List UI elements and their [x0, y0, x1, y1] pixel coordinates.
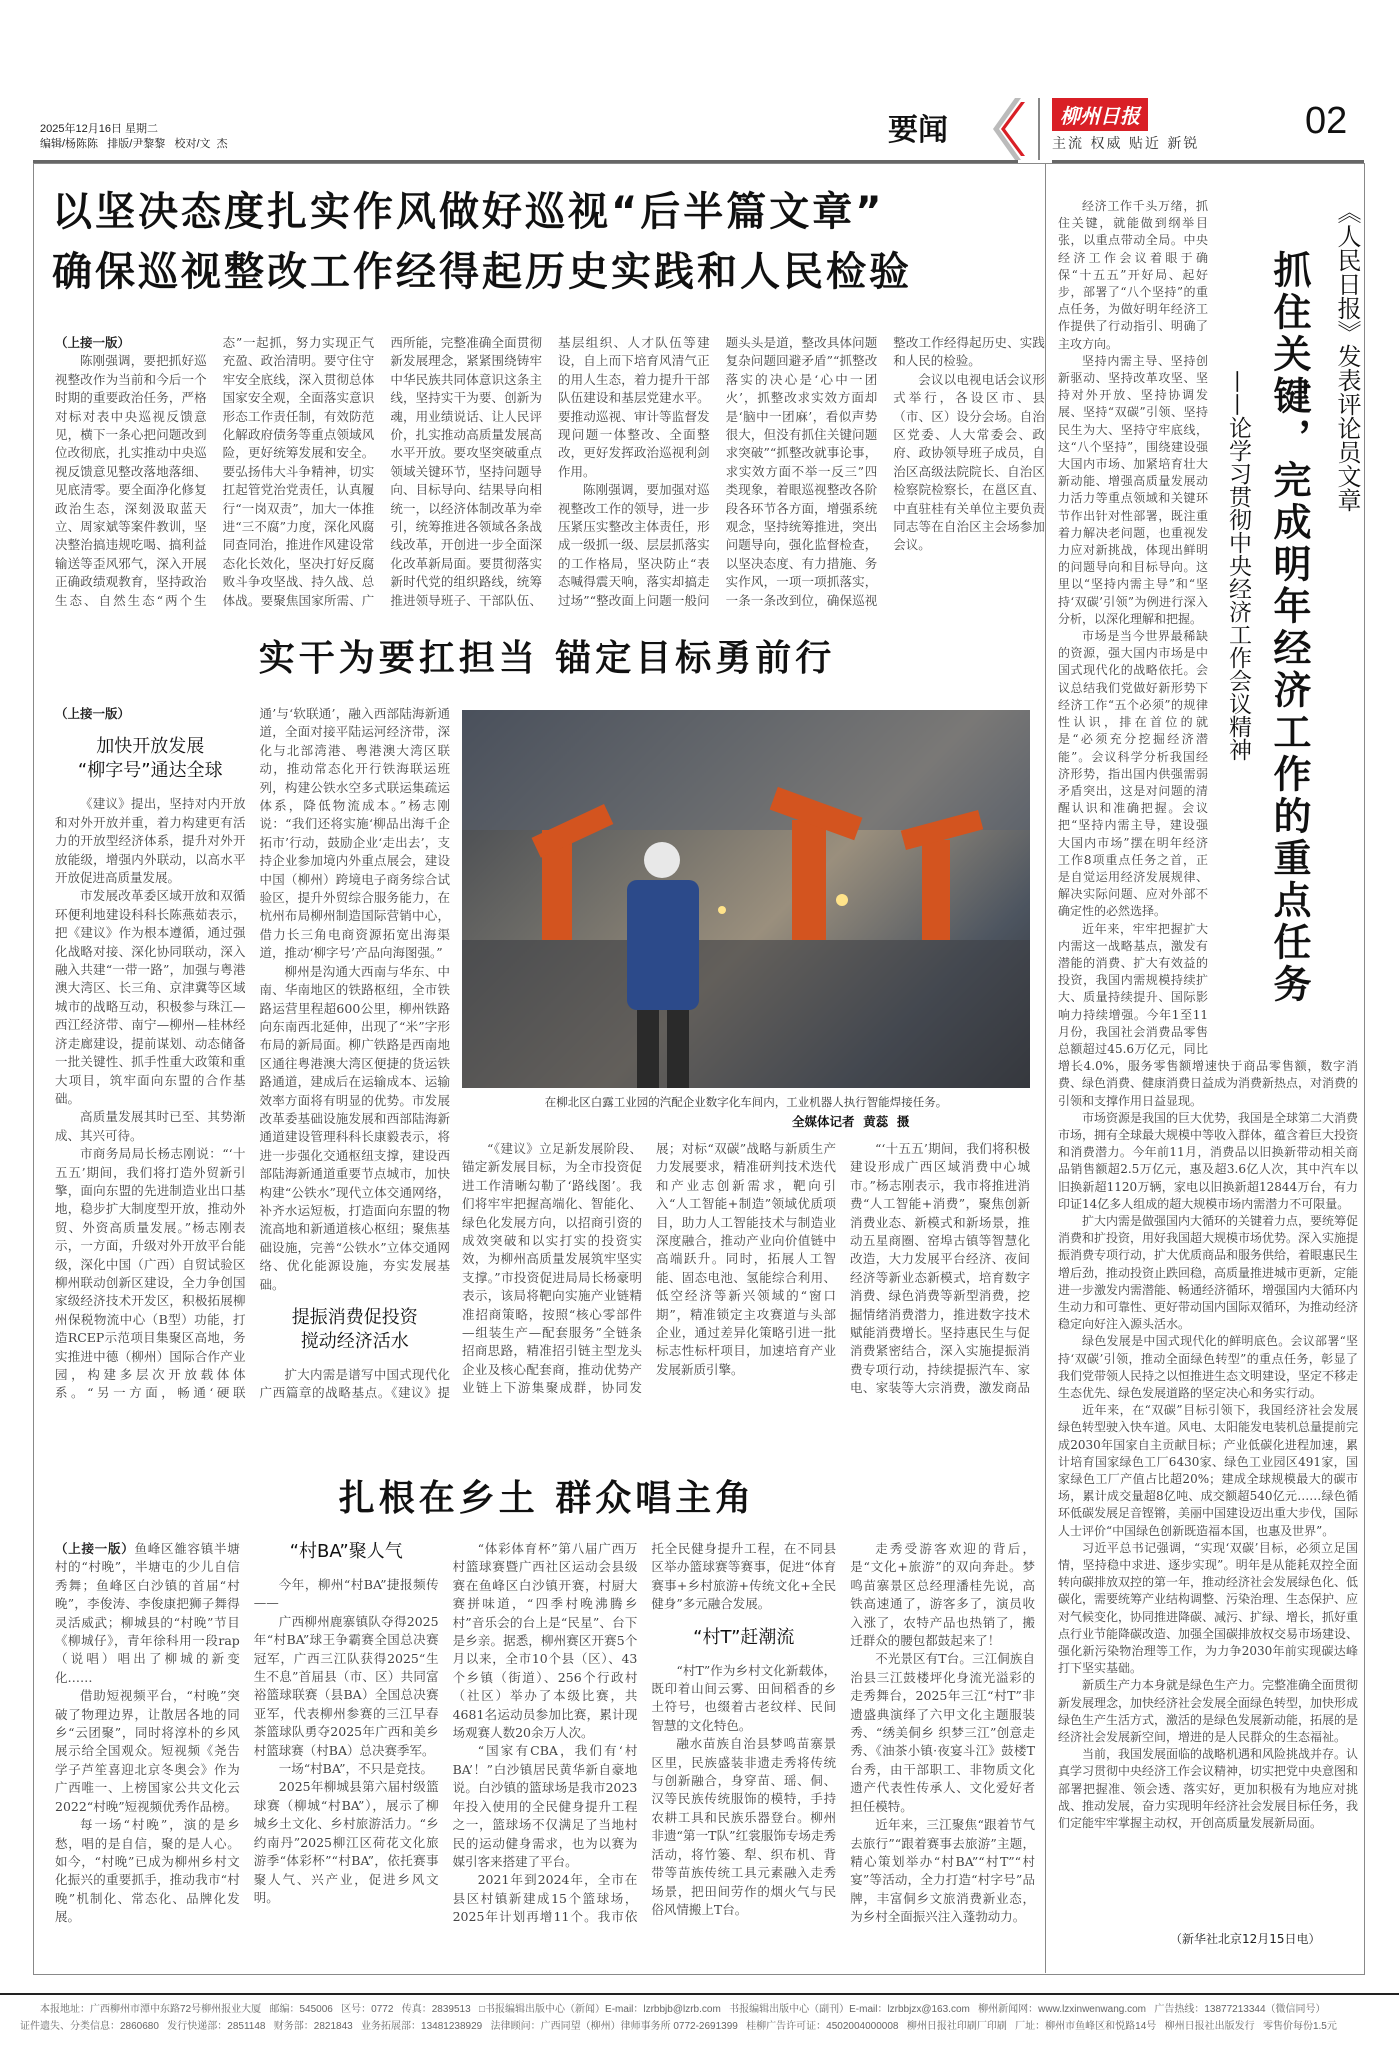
article2-paragraph: 高质量发展其时已至、其势渐成、其兴可待。 [55, 1109, 246, 1143]
photo-caption: 在柳北区白露工业园的汽配企业数字化车间内，工业机器人执行智能焊接任务。 [544, 1095, 948, 1109]
article2-paragraph: “《建议》立足新发展阶段、锚定新发展目标，为全市投资促进工作清晰勾勒了‘路线图’。我们将牢牢把握高端化、智能化、绿色化发展方向，以招商引资的成效突破和以实打实的投资实效，为柳州高质量发展筑牢坚实支撑。”市投资促进局局长杨豪明表示，该局将靶向实施产业链精准招商策略，按照“核心零部件—组装生产—配套服务”全链条招商思路，精准招引链主型龙头企业及核心配套商，推动优势产业链上下游集聚成群，协同发展；对标“双碳”战略与新质生产力发展要求，精准研判技术迭代和产业志创新需求，靶向引入“人工智能+制造”领域优质项目，助力人工智能技术与制造业深度融合，推动产业向价值链中高端跃升。同时，拓展人工智能、固态电池、氢能综合利用、低空经济等新兴领域的“窗口期”，精准锁定主攻赛道与头部企业，通过差异化策略引进一批标志性标杆项目，加速培育产业发展新质引擎。 [462, 1141, 836, 1396]
article3-title: 扎根在乡土 群众唱主角 [338, 1478, 756, 1519]
section-name: 要闻 [888, 113, 948, 148]
article3-subheading-2: “村T”赶潮流 [693, 1626, 795, 1648]
article2-paragraph: 柳州是沟通大西南与华东、中南、华南地区的铁路枢纽，全市铁路运营里程超600公里，柳州铁路向东南西北延伸，出现了“米”字形布局的新局面。柳广铁路是西南地区通往粤港澳大湾区便捷的货运铁路通道，建成后在运输成本、运输效率方面将有明显的优势。市发展改革委基础设施发展和西部陆海新通道建设管理科科长康毅表示，将进一步强化交通枢纽支撑，建设西部陆海新通道重要节点城市，加快构建“公铁水”现代立体交通网络，补齐水运短板，打造面向东盟的物流高地和新通道核心枢纽；聚焦基础设施，完善“公铁水”立体交通网络、优化能源设施，夯实发展基础。 [259, 963, 450, 1292]
masthead-divider [1038, 98, 1040, 160]
article3-paragraph: “体彩体育杯”第八届广西万村篮球赛暨广西社区运动会县级赛在鱼峰区白沙镇开赛，村厨大赛拼味道，“四季村晚沸腾乡村”音乐会的台上是“民星”、台下是乡亲。据悉，柳州赛区开赛5个月以来，全市10个县（区）、43个乡镇（街道）、256个行政村（社区）举办了本级比赛，共4681名运动员参加比赛，累计现场观赛人数20余万人次。 [452, 1541, 638, 1741]
article3-paragraph: 2025年柳城县第六届村级篮球赛（柳城“村BA”），展示了柳城乡土文化、乡村旅游活力。“乡约南丹”2025柳江区荷花文化旅游季“体彩杯”“村BA”，依托赛事聚人气、兴产业，促进乡风文明。 [253, 1779, 439, 1905]
news-photo-robot-welding [462, 710, 1030, 1088]
article3-paragraph: 借助短视频平台，“村晚”突破了物理边界，让散居各地的同乡“云团聚”，同时将淳朴的乡风展示给全国观众。短视频《尧告学子芦笙喜迎北京冬奥会》作为广西唯一、上榜国家公共文化云2022“村晚”短视频优秀作品榜。 [55, 1688, 240, 1814]
commentary-dateline: （新华社北京12月15日电） [1170, 1932, 1321, 1946]
chevron-left-icon [985, 98, 1025, 160]
commentary-paragraph: 扩大内需是做强国内大循环的关键着力点，要统筹促消费和扩投资，用好我国超大规模市场优势。深入实施提振消费专项行动，扩大优质商品和服务供给，着眼惠民生增后劲，推动投资止跌回稳，高质量推进城市更新，定能进一步激发内需潜能、畅通经济循环，增强国内大循环内生动力和可靠性、更好带动国内国际双循环，为推动经济稳定向好注入源头活水。 [1058, 1213, 1358, 1332]
article2-body-left [55, 705, 450, 1405]
article3-subheading-1: “村BA”聚人气 [289, 1541, 403, 1562]
article3-paragraph: 每一场“村晚”，演的是乡愁，唱的是自信，聚的是人心。如今，“村晚”已成为柳州乡村文化振兴的重要抓手，推动我市“村晚”机制化、常态化、品牌化发展。 [55, 1817, 240, 1925]
commentary-subtitle: ——论学习贯彻中央经济工作会议精神 [1225, 370, 1251, 761]
article3-paragraph: 今年，柳州“村BA”捷报频传—— [253, 1577, 439, 1611]
article3-body [55, 1540, 1035, 1940]
commentary-paragraph: 坚持内需主导、坚持创新驱动、坚持改革攻坚、坚持对外开放、坚持协调发展、坚持“双碳”引领、坚持民生为大、坚持守牢底线，这“八个坚持”，围绕建设强大国内市场、加紧培育壮大新动能、增强高质量发展动力活力等重点领域和关键环节作出针对性部署，既注重着力解决老问题，也重视发力应对新挑战，体现出鲜明的问题导向和目标导向。这里以“坚持内需主导”和“坚持‘双碳’引领”为例进行深入分析，以深化理解和把握。 [1058, 353, 1208, 626]
article1-paragraph: 陈刚强调，要加强对巡视整改工作的领导，进一步压紧压实整改主体责任，形成一级抓一级、层层抓落实的工作格局，坚决防止“表态喊得震天响，落实却搞走过场”“整改面上问题一般问题头头是道，整改具体问题复杂问题回避矛盾”“抓整改落实的决心是‘心中一团火’，抓整改求实效方面却是‘脑中一团麻’，看似声势很大，但没有抓住关键问题求突破”“抓整改就事论事，求实效方面不举一反三”四类现象，着眼巡视整改各阶段各环节各方面，增强系统观念，坚持统筹推进，突出问题导向，强化监督检查，以坚决态度、有力措施、务实作风，一项一项抓落实，一条一条改到位，确保巡视整改工作经得起历史、实践和人民的检验。 [557, 335, 1045, 608]
article1-title-line1: 以坚决态度扎实作风做好巡视“后半篇文章” [52, 189, 885, 235]
article2-paragraph: 扩大内需是谱写中国式现代化广西篇章的战略基点。《建议》提 [259, 1367, 450, 1401]
commentary-paragraph: 近年来，牢牢把握扩大内需这一战略基点，激发有潜能的消费、扩大有效益的投资，我国内需规模持续扩大、质量持续提升、国际影响力持续增强。今年1至11月份，我国社会消费品零售总额超过45.6万亿元，同比增长4.0%，服务零售额增速快于商品零售额，数字消费、绿色消费、健康消费日益成为消费新热点，对消费的引领和支撑作用日益显现。 [1058, 921, 1358, 1108]
article3-paragraph: “国家有CBA，我们有‘村BA’！”白沙镇居民黄华新自豪地说。白沙镇的篮球场是我市2023年投入使用的全民健身提升工程之一，篮球场不仅满足了当地村民的运动健身需求，也为以赛为媒引客来搭建了平台。 [452, 1743, 638, 1869]
article3-paragraph: 广西柳州鹿寨镇队夺得2025年“村BA”球王争霸赛全国总决赛冠军，广西三江队获得2025“生生不息”首届县（市、区）共同富裕篮球联赛（县BA）全国总决赛亚军，代表柳州参赛的三江早春茶篮球队勇夺2025年广西和美乡村篮球赛（村BA）总决赛季军。 [253, 1613, 439, 1758]
article2-lead: （上接一版） [55, 706, 131, 721]
column-divider [1045, 163, 1046, 1973]
commentary-title-area [1208, 198, 1358, 1053]
photo-credit: 全媒体记者 黄蕊 摄 [792, 1114, 910, 1129]
article2-paragraph: 市商务局局长杨志刚说：“‘十五五’期间，我们将打造外贸新引擎，面向东盟的先进制造业出口基地，稳步扩大制度型开放，推动外贸、外资高质量发展。”杨志刚表示，一方面，升级对外开放平台能级，深化中国（广西）自贸试验区柳州联动创新区建设，全力争创国家级经济技术开发区，积极拓展柳州保税物流中心（B型）功能，打造RCEP示范项目集聚区高地，务实推进中德（柳州）国际合作产业园，构建多层次开放载体体系。“另一方面，畅通‘硬联通’与‘软联通’，融入西部陆海新通道，全面对接平陆运河经济带，深化与北部湾港、粤港澳大湾区联动，推动常态化开行铁海联运班列，构建公铁水空多式联运集疏运体系，降低物流成本。”杨志刚说：“我们还将实施‘柳品出海千企拓市’行动，鼓励企业‘走出去’，支持企业参加境内外重点展会，建设中国（柳州）跨境电子商务综合试验区，提升外贸综合服务能力，在杭州布局柳州制造国际营销中心，借力长三角电商资源拓宽出海渠道，推动‘柳字号’产品向海图强。” [55, 706, 450, 1401]
article1-body [55, 334, 1045, 620]
newspaper-slogan: 主流 权威 贴近 新锐 [1052, 136, 1200, 152]
article3-first-paragraph: （上接一版）鱼峰区雒容镇半塘村的“村晚”，半塘屯的少儿自信秀舞；鱼峰区白沙镇的首届“村晚”，李俊涛、李俊康把狮子舞得灵活威武；柳城县的“村晚”节目《柳城仔》，青年徐科用一段rap（说唱）唱出了柳城的新变化…… [55, 1541, 240, 1685]
article2-paragraph: “‘十五五’期间，我们将积极建设形成广西区域消费中心城市。”杨志刚表示，我市将推进消费“人工智能+消费”，聚焦创新消费业态、新模式和新场景，推动五星商圈、窑埠古镇等智慧化改造，大力发展平台经济、夜间经济等新业态新模式，培育数字消费、绿色消费等新型消费，挖掘情绪消费潜力，推进数字技术赋能消费增长。坚持惠民生与促消费紧密结合，深入实施提振消费专项行动，持续提振汽车、家电、家装等大宗消费，激发商品 [850, 1141, 1030, 1396]
page-number: 02 [1305, 100, 1348, 142]
commentary-paragraph: 近年来，在“双碳”目标引领下，我国经济社会发展绿色转型驶入快车道。风电、太阳能发电装机总量提前完成2030年国家自主贡献目标；产业低碳化进程加速，累计培育国家绿色工厂6430家、绿色工业园区491家，国家绿色工厂产值占比超20%；建成全球规模最大的碳市场，累计成交量超8亿吨、成交额超540亿元……绿色循环低碳发展足音铿锵，美丽中国建设迈出重大步伐，国际人士评价“中国绿色创新既造福本国，也惠及世界”。 [1058, 1403, 1358, 1538]
commentary-paragraph: 新质生产力本身就是绿色生产力。完整准确全面贯彻新发展理念，加快经济社会发展全面绿色转型，加快形成绿色生产生活方式，激活的是绿色发展新动能，拓展的是经济社会发展新空间，增进的是人民群众的生态福祉。 [1058, 1678, 1358, 1745]
footer-line-1: 本报地址：广西柳州市潭中东路72号柳州报业大厦 邮编：545006 区号：0772 传真：2839513 □书报编辑出版中心（新闻）E-mail：lzrbbjb@lzrb.com 书报编辑出版中心（副刊）E-mail：lzrbbjzx@163.com 柳州新闻网：www.lzxinwenwang.com 广告热线：13877213344（微信同号） [40, 2004, 1326, 2015]
article3-paragraph: 不光景区有T台。三江侗族自治县三江鼓楼坪化身流光溢彩的走秀舞台，2025年三江“村T”非遗盛典演绎了六甲文化主题服装秀、“绣美侗乡 织梦三江”创意走秀、《油茶小镇·夜宴斗江》鼓楼T台秀，由干部职工、非物质文化遗产代表性传承人、文化爱好者担任模特。 [850, 1651, 1035, 1814]
article3-paragraph: 近年来，三江聚焦“跟着节气去旅行”“跟着赛事去旅游”主题，精心策划举办“村BA”“村T”“村宴”等活动，全力打造“村字号”品牌，丰富侗乡文旅消费新业态，为乡村全面振兴注入蓬勃动力。 [850, 1817, 1035, 1925]
editor-credits: 编辑/杨陈陈 排版/尹黎黎 校对/文 杰 [40, 138, 228, 150]
article3-paragraph: 2021年到2024年，全市在县区村镇新建成15个篮球场，2025年计划再增11个。我市依托全民健身提升工程，在不同县区举办篮球赛等赛事，促进“体育赛事+乡村旅游+传统文化+全民健身”多元融合发展。 [452, 1541, 837, 1925]
article2-body-right [462, 1140, 1030, 1412]
commentary-paragraph: 绿色发展是中国式现代化的鲜明底色。会议部署“坚持‘双碳’引领，推动全面绿色转型”的重点任务，彰显了我们党带领人民持之以恒推进生态文明建设，坚定不移走生态优先、绿色发展道路的坚定决心和务实行动。 [1058, 1334, 1358, 1401]
footer-line-2: 证件遗失、分类信息：2860680 发行快递部：2851148 财务部：2821843 业务拓展部：13481238929 法律顾问：广西同望（柳州）律师事务所 0772-2691399 桂柳广告许可证：4502004000008 柳州日报社印刷厂印刷 厂址：柳州市鱼峰区和悦路14号 柳州日报社出版发行 零售价每份1.5元 [20, 2021, 1337, 2032]
article3-paragraph: 走秀受游客欢迎的背后，是“文化+旅游”的双向奔赴。梦鸣苗寨景区总经理潘桂先说，高铁高速通了，游客多了，演员收入涨了，农特产品也热销了，搬迁群众的腰包都鼓起来了！ [850, 1541, 1035, 1649]
article3-paragraph: 融水苗族自治县梦鸣苗寨景区里，民族盛装非遗走秀将传统与创新融合，身穿苗、瑶、侗、汉等民族传统服饰的模特，手持农耕工具和民族乐器登台。柳州非遗“第一T队”红裳服饰专场走秀活动，将竹篓、犁、织布机、背带等苗族传统工具元素融入走秀场景，把田间劳作的烟火气与民俗风情搬上T台。 [651, 1736, 837, 1917]
article3-paragraph: 一场“村BA”，不只是竞技。 [278, 1761, 433, 1777]
article1-title-line2: 确保巡视整改工作经得起历史实践和人民检验 [52, 249, 912, 295]
commentary-paragraph: 当前，我国发展面临的战略机遇和风险挑战并存。认真学习贯彻中央经济工作会议精神，切实把党中央意图和部署把握准、领会透、落实好，更加积极有为地应对挑战、推动发展，奋力实现明年经济社会发展目标任务，我们定能牢牢掌握主动权，开创高质量发展新局面。 [1058, 1747, 1358, 1831]
commentary-title: 抓住关键，完成明年经济工作的重点任务 [1267, 250, 1311, 1006]
footer-rule [0, 1993, 1399, 1995]
commentary-paragraph: 经济工作千头万绪，抓住关键，就能做到纲举目张，以重点带动全局。中央经济工作会议着眼于确保“十五五”开好局、起好步，部署了“八个坚持”的重点任务，为做好明年经济工作提供了行动指引、明确了主攻方向。 [1058, 199, 1208, 351]
newspaper-logo: 柳州日报 [1052, 98, 1148, 131]
article2-title: 实干为要扛担当 锚定目标勇前行 [258, 638, 836, 679]
article2-paragraph: 《建议》提出，坚持对内开放和对外开放并重，着力构建更有活力的开放型经济体系，提升对外开放能级，增强内外联动，以高水平开放促进高质量发展。 [55, 796, 246, 886]
commentary-body [1058, 198, 1358, 1928]
commentary-paragraph: 市场资源是我国的巨大优势，我国是全球第二大消费市场，拥有全球最大规模中等收入群体，蕴含着巨大投资和消费潜力。今年前11月，消费品以旧换新带动相关商品销售额超2.5万亿元，惠及超3.6亿人次，其中汽车以旧换新超1120万辆，家电以旧换新超12844万台，有力印证14亿多人组成的超大规模市场内需潜力不可限量。 [1058, 1110, 1358, 1211]
article2-subheading-2: 提振消费促投资 搅动经济活水 [291, 1307, 418, 1352]
article2-subheading-1: 加快开放发展 “柳字号”通达全球 [77, 736, 223, 782]
article1-paragraph: 陈刚强调，要把抓好巡视整改作为当前和今后一个时期的重要政治任务，严格对标对表中央巡视反馈意见，横下一条心把问题改到位改彻底，扎实推动中央巡视反馈意见整改落地落细、见底清零。要全面净化修复政治生态，深刻汲取蓝天立、周家斌等案件教训，坚决整治搞违规吃喝、搞利益输送等歪风邪气，深入开展正确政绩观教育，坚持政治生态、自然生态“两个生态”一起抓，努力实现正气充盈、政治清明。要守住守牢安全底线，深入贯彻总体国家安全观，全面落实意识形态工作责任制，有效防范化解政府债务等重点领域风险，更好统筹发展和安全。要弘扬伟大斗争精神，切实扛起管党治党责任，认真履行“一岗双责”，加大一体推进“三不腐”力度，深化风腐同查同治，推进作风建设常态化长效化，坚决打好反腐败斗争攻坚战、持久战、总体战。要聚焦国家所需、广西所能，完整准确全面贯彻新发展理念，紧紧围绕铸牢中华民族共同体意识这条主线，坚持实干为要、创新为魂，用业绩说话、让人民评价，扎实推动高质量发展高水平开放。要攻坚突破重点领域关键环节，坚持问题导向、目标导向、结果导向相统一，以经济体制改革为牵引，统筹推进各领域各条战线改革，开创进一步全面深化改革新局面。要贯彻落实新时代党的组织路线，统筹推进领导班子、干部队伍、基层组织、人才队伍等建设，自上而下培育风清气正的用人生态，着力提升干部队伍建设和基层党建水平。要推动巡视、审计等监督发现问题一体整改、全面整改，更好发挥政治巡视利剑作用。 [55, 335, 710, 608]
issue-date: 2025年12月16日 星期二 [40, 123, 158, 135]
commentary-paragraph: 习近平总书记强调，“实现‘双碳’目标，必须立足国情，坚持稳中求进、逐步实现”。明年是从能耗双控全面转向碳排放双控的第一年，推动经济社会发展绿色化、低碳化，需要统筹产业结构调整、污染治理、生态保护、应对气候变化，协同推进降碳、减污、扩绿、增长，抓好重点行业节能降碳改造、加强全国碳排放权交易市场建设、强化新污染物治理等工作，为力争2030年前实现碳达峰打下坚实基础。 [1058, 1540, 1358, 1676]
article1-lead: （上接一版） [55, 335, 131, 350]
article3-paragraph: “村T”作为乡村文化新载体，既印着山间云雾、田间稻香的乡土符号，也缀着古老纹样、民间智慧的文化特色。 [651, 1662, 837, 1733]
commentary-source: 《人民日报》发表评论员文章 [1333, 200, 1361, 512]
article1-paragraph: 会议以电视电话会议形式举行，各设区市、县（市、区）设分会场。自治区党委、人大常委会、政府、政协领导班子成员，自治区高级法院院长、自治区检察院检察长，在邕区直、中直驻桂有关单位主要负责同志等在自治区主会场参加会议。 [893, 371, 1045, 553]
commentary-paragraph: 市场是当今世界最稀缺的资源，强大国内市场是中国式现代化的战略依托。会议总结我们党做好新形势下经济工作“五个必须”的规律性认识，排在首位的就是“必须充分挖掘经济潜能”。会议科学分析我国经济形势，指出国内供强需弱矛盾突出，这是对问题的清醒认识和准确把握。会议把“坚持内需主导，建设强大国内市场”摆在明年经济工作8项重点任务之首，正是自觉运用经济发展规律、解决实际问题、应对外部不确定性的必然选择。 [1058, 629, 1208, 919]
article2-paragraph: 市发展改革委区域开放和双循环便利地建设科科长陈燕茹表示，把《建议》作为根本遵循，通过强化战略对接、深化协同联动，深入融入共建“一带一路”，加强与粤港澳大湾区、长三角、京津冀等区域城市的战略互动，积极参与珠江—西江经济带、南宁—柳州—桂林经济走廊建设，提前谋划、动态储备一批关键性、抓手性重大政策和重大项目，筑牢面向东盟的合作基础。 [55, 888, 246, 1106]
